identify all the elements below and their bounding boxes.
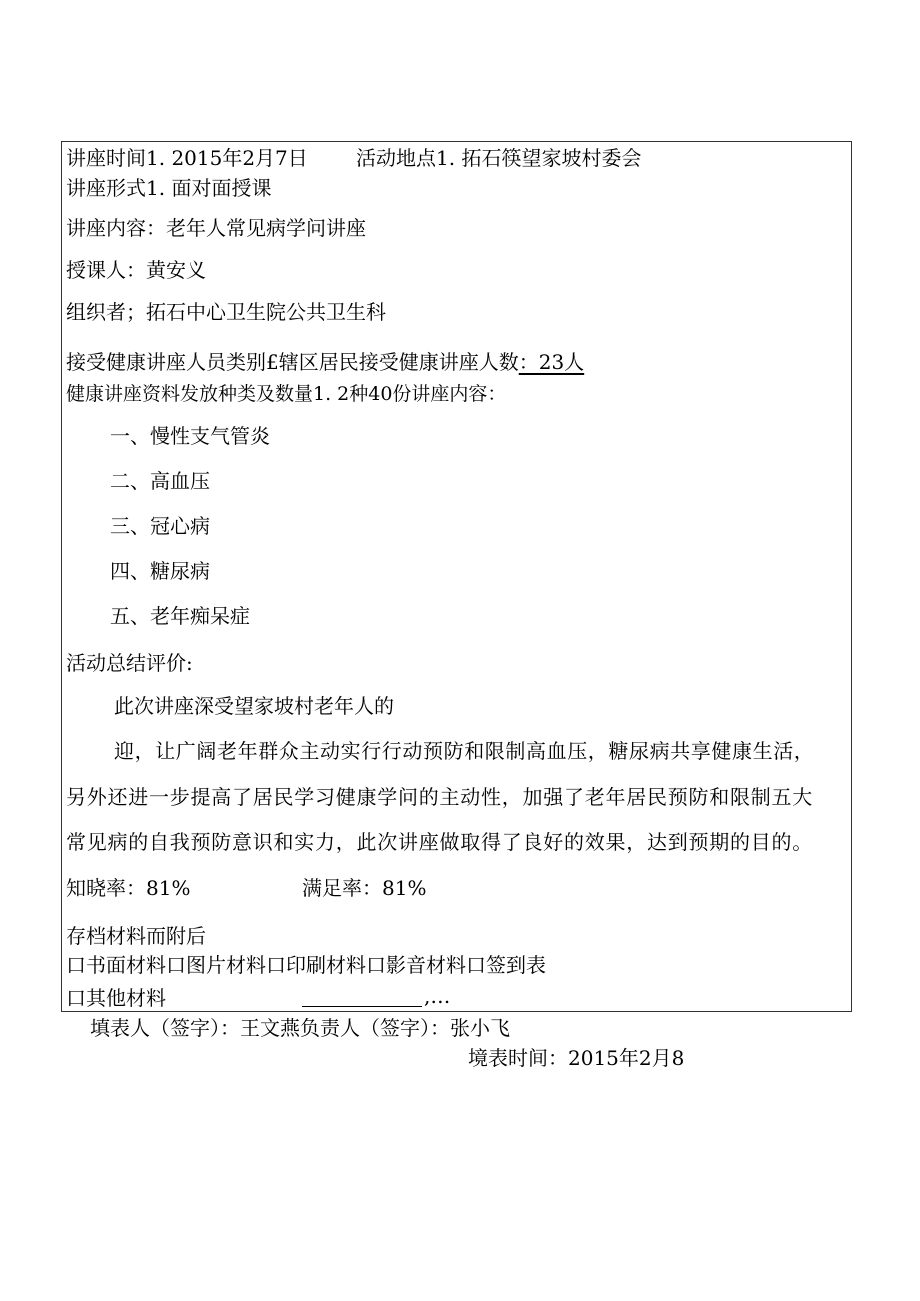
audience-count: ：23人 — [518, 350, 585, 374]
materials-distributed: 健康讲座资料发放种类及数量1. 2种40份讲座内容： — [66, 383, 507, 405]
lecture-time: 讲座时间1. 2015年2月7日 — [66, 146, 308, 170]
archive-options: 口书面材料口图片材料口印刷材料口影音材料口签到表 — [66, 953, 546, 977]
lecturer: 授课人：黄安义 — [66, 258, 206, 282]
archive-heading: 存档材料而附后 — [66, 924, 206, 948]
topic-item: 三、冠心病 — [110, 514, 210, 538]
awareness-rate: 知晓率：81% — [66, 876, 191, 900]
topic-item: 二、高血压 — [110, 469, 210, 493]
archive-other-suffix: ,… — [424, 984, 451, 1008]
other-material-blank — [302, 1006, 422, 1007]
activity-location: 活动地点1. 拓石筷望家坡村委会 — [356, 146, 642, 170]
audience-line — [66, 350, 584, 374]
form-signatures: 填表人（签字）：王文燕负责人（签字）：张小飞 — [90, 1016, 510, 1040]
summary-line: 另外还进一步提高了居民学习健康学问的主动性，加强了老年居民预防和限制五大 — [66, 785, 813, 809]
organizer: 组织者；拓石中心卫生院公共卫生科 — [66, 300, 386, 324]
summary-line: 此次讲座深受望家坡村老年人的 — [114, 694, 394, 718]
topic-item: 四、糖尿病 — [110, 559, 210, 583]
fill-date: 境表时间：2015年2月8 — [468, 1046, 685, 1070]
lecture-form: 讲座形式1. 面对面授课 — [66, 176, 272, 200]
summary-line: 常见病的自我预防意识和实力，此次讲座做取得了良好的效果，达到预期的目的。 — [66, 830, 813, 854]
audience-category: 接受健康讲座人员类别£辖区居民接受健康讲座人数 — [66, 350, 519, 374]
archive-other: 口其他材料 — [66, 986, 166, 1010]
topic-item: 五、老年痴呆症 — [110, 604, 250, 628]
lecture-content: 讲座内容：老年人常见病学问讲座 — [66, 216, 366, 240]
summary-heading: 活动总结评价: — [66, 651, 193, 675]
topic-item: 一、慢性支气管炎 — [110, 424, 270, 448]
satisfaction-rate: 满足率：81% — [302, 876, 427, 900]
summary-line: 迎，让广阔老年群众主动实行行动预防和限制高血压，糖尿病共享健康生活， — [114, 739, 815, 763]
